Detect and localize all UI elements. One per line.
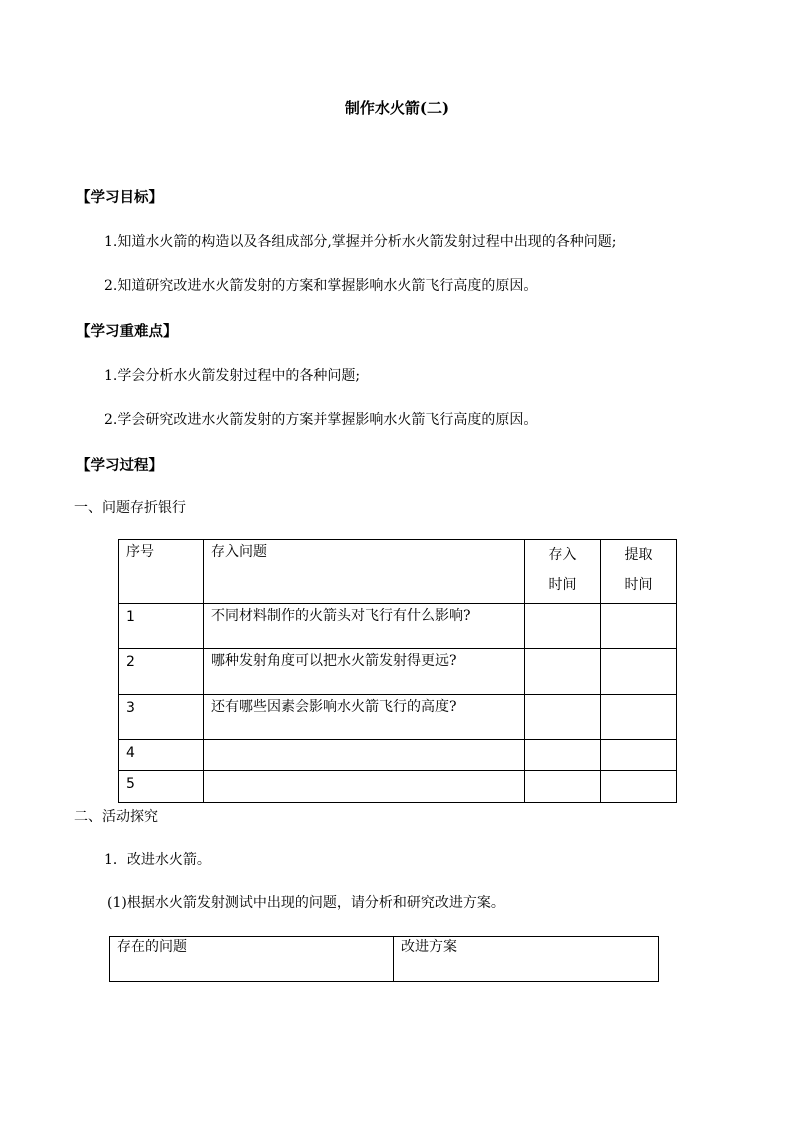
key-point-item-2: 2.学会研究改进水火箭发射的方案并掌握影响水火箭飞行高度的原因。 bbox=[104, 412, 538, 428]
improvement-table bbox=[109, 936, 659, 982]
row-no: 2 bbox=[119, 649, 204, 695]
row-question: 还有哪些因素会影响水火箭飞行的高度? bbox=[204, 695, 525, 740]
header-withdraw-time bbox=[601, 540, 677, 604]
row-no: 3 bbox=[119, 695, 204, 740]
row-no: 5 bbox=[119, 771, 204, 803]
activity-1: 1．改进水火箭。 bbox=[104, 852, 211, 868]
table-row bbox=[119, 695, 677, 740]
table-row bbox=[119, 604, 677, 649]
row-deposit-time bbox=[525, 740, 601, 771]
row-no: 4 bbox=[119, 740, 204, 771]
row-withdraw-time bbox=[601, 771, 677, 803]
row-question: 哪种发射角度可以把水火箭发射得更远? bbox=[204, 649, 525, 695]
row-withdraw-time bbox=[601, 649, 677, 695]
table-row bbox=[119, 649, 677, 695]
row-withdraw-time bbox=[601, 740, 677, 771]
improvement-header-row bbox=[110, 937, 659, 982]
section-2-heading: 二、活动探究 bbox=[74, 809, 158, 825]
header-deposit-time bbox=[525, 540, 601, 604]
header-deposit-time-line2: 时间 bbox=[548, 577, 577, 593]
row-deposit-time bbox=[525, 649, 601, 695]
header-problem: 存在的问题 bbox=[110, 937, 394, 982]
table-row bbox=[119, 771, 677, 803]
activity-1-sub: (1)根据水火箭发射测试中出现的问题，请分析和研究改进方案。 bbox=[107, 895, 505, 911]
row-deposit-time bbox=[525, 771, 601, 803]
header-withdraw-time-line1: 提取 bbox=[624, 547, 653, 563]
header-withdraw-time-line2: 时间 bbox=[624, 577, 653, 593]
header-solution: 改进方案 bbox=[394, 937, 659, 982]
header-no: 序号 bbox=[119, 540, 204, 604]
question-bank-table bbox=[118, 539, 677, 803]
row-withdraw-time bbox=[601, 695, 677, 740]
table-header-row bbox=[119, 540, 677, 604]
row-deposit-time bbox=[525, 695, 601, 740]
row-no: 1 bbox=[119, 604, 204, 649]
goals-heading: 【学习目标】 bbox=[76, 189, 163, 206]
goal-item-2: 2.知道研究改进水火箭发射的方案和掌握影响水火箭飞行高度的原因。 bbox=[104, 278, 538, 294]
goal-item-1: 1.知道水火箭的构造以及各组成部分,掌握并分析水火箭发射过程中出现的各种问题; bbox=[104, 234, 617, 250]
row-withdraw-time bbox=[601, 604, 677, 649]
key-point-item-1: 1.学会分析水火箭发射过程中的各种问题; bbox=[104, 368, 361, 384]
section-1-heading: 一、问题存折银行 bbox=[74, 500, 186, 516]
row-question bbox=[204, 740, 525, 771]
row-question bbox=[204, 771, 525, 803]
page-title: 制作水火箭(二) bbox=[344, 99, 450, 117]
process-heading: 【学习过程】 bbox=[76, 457, 163, 474]
table-row bbox=[119, 740, 677, 771]
header-question: 存入问题 bbox=[204, 540, 525, 604]
row-deposit-time bbox=[525, 604, 601, 649]
header-deposit-time-line1: 存入 bbox=[548, 547, 577, 563]
row-question: 不同材料制作的火箭头对飞行有什么影响? bbox=[204, 604, 525, 649]
key-points-heading: 【学习重难点】 bbox=[76, 323, 178, 340]
